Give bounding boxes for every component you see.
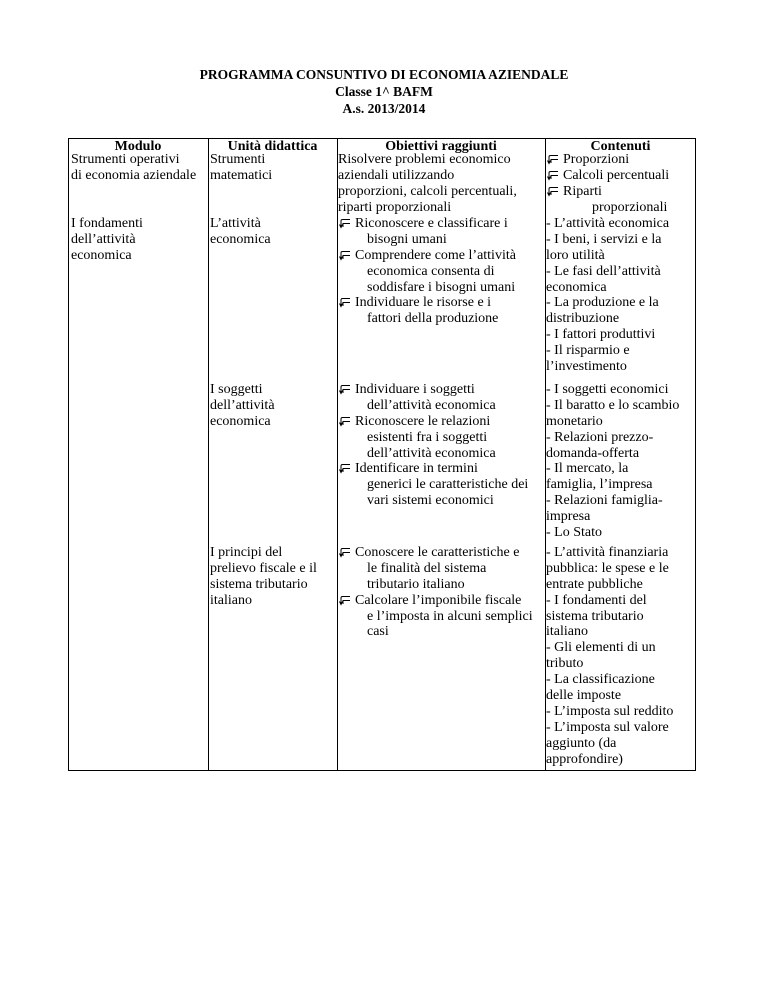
row1-unita: Strumenti matematici <box>210 152 273 183</box>
header-obiettivi: Obiettivi raggiunti <box>385 139 497 154</box>
row2-contenuti: - L’attività economica - I beni, i servizi e la loro utilità - Le fasi dell’attività economica - La produzione e la distribuzione - I fattori produttivi - Il risparmio e l’investimento <box>546 216 670 375</box>
row4-unita: I principi del prelievo fiscale e il sistema tributario italiano <box>210 545 317 608</box>
bullet-icon <box>339 416 352 427</box>
bullet-icon <box>339 250 352 261</box>
bullet-icon <box>339 463 352 474</box>
bullet-icon <box>339 595 352 606</box>
row1-contenuti: Proporzioni Calcoli percentuali Riparti proporzionali <box>546 152 669 216</box>
row4-contenuti: - L’attività finanziaria pubblica: le spese e le entrate pubbliche - I fondamenti del sistema tributario italiano - Gli elementi di un tributo - La classificazione delle imposte - L’imposta sul reddito - L’imposta sul valore aggiunto (da approfondire) <box>546 545 674 767</box>
bullet-icon <box>547 186 560 197</box>
document-title: PROGRAMMA CONSUNTIVO DI ECONOMIA AZIENDALE <box>199 67 569 82</box>
row3-unita: I soggetti dell’attività economica <box>210 382 275 429</box>
bullet-icon <box>339 218 352 229</box>
row2-unita: L’attività economica <box>210 216 271 247</box>
bullet-icon <box>339 547 352 558</box>
header-unita-didattica: Unità didattica <box>227 139 318 154</box>
row2-modulo: I fondamenti dell’attività economica <box>71 216 143 263</box>
row1-modulo: Strumenti operativi di economia aziendale <box>71 152 197 183</box>
bullet-icon <box>547 154 560 165</box>
row2-obiettivi: Riconoscere e classificare i bisogni umani Comprendere come l’attività economica consenta di soddisfare i bisogni umani Individuare le risorse e i fattori della produzione <box>338 216 516 327</box>
header-modulo: Modulo <box>114 139 162 154</box>
header-contenuti: Contenuti <box>590 139 651 154</box>
school-year: A.s. 2013/2014 <box>342 101 426 116</box>
column-divider <box>208 138 209 771</box>
row3-obiettivi: Individuare i soggetti dell’attività economica Riconoscere le relazioni esistenti fra i soggetti dell’attività economica Identificare in termini generici le caratteristiche dei vari sistemi economici <box>338 382 528 509</box>
class-label: Classe 1^ BAFM <box>335 84 433 99</box>
bullet-icon <box>339 384 352 395</box>
row4-obiettivi: Conoscere le caratteristiche e le finalità del sistema tributario italiano Calcolare l’imponibile fiscale e l’imposta in alcuni semplici casi <box>338 545 533 640</box>
row1-obiettivi: Risolvere problemi economico aziendali utilizzando proporzioni, calcoli percentuali, riparti proporzionali <box>338 152 517 215</box>
row3-contenuti: - I soggetti economici - Il baratto e lo scambio monetario - Relazioni prezzo- domanda-offerta - Il mercato, la famiglia, l’impresa - Relazioni famiglia- impresa - Lo Stato <box>546 382 680 541</box>
bullet-icon <box>547 170 560 181</box>
bullet-icon <box>339 297 352 308</box>
